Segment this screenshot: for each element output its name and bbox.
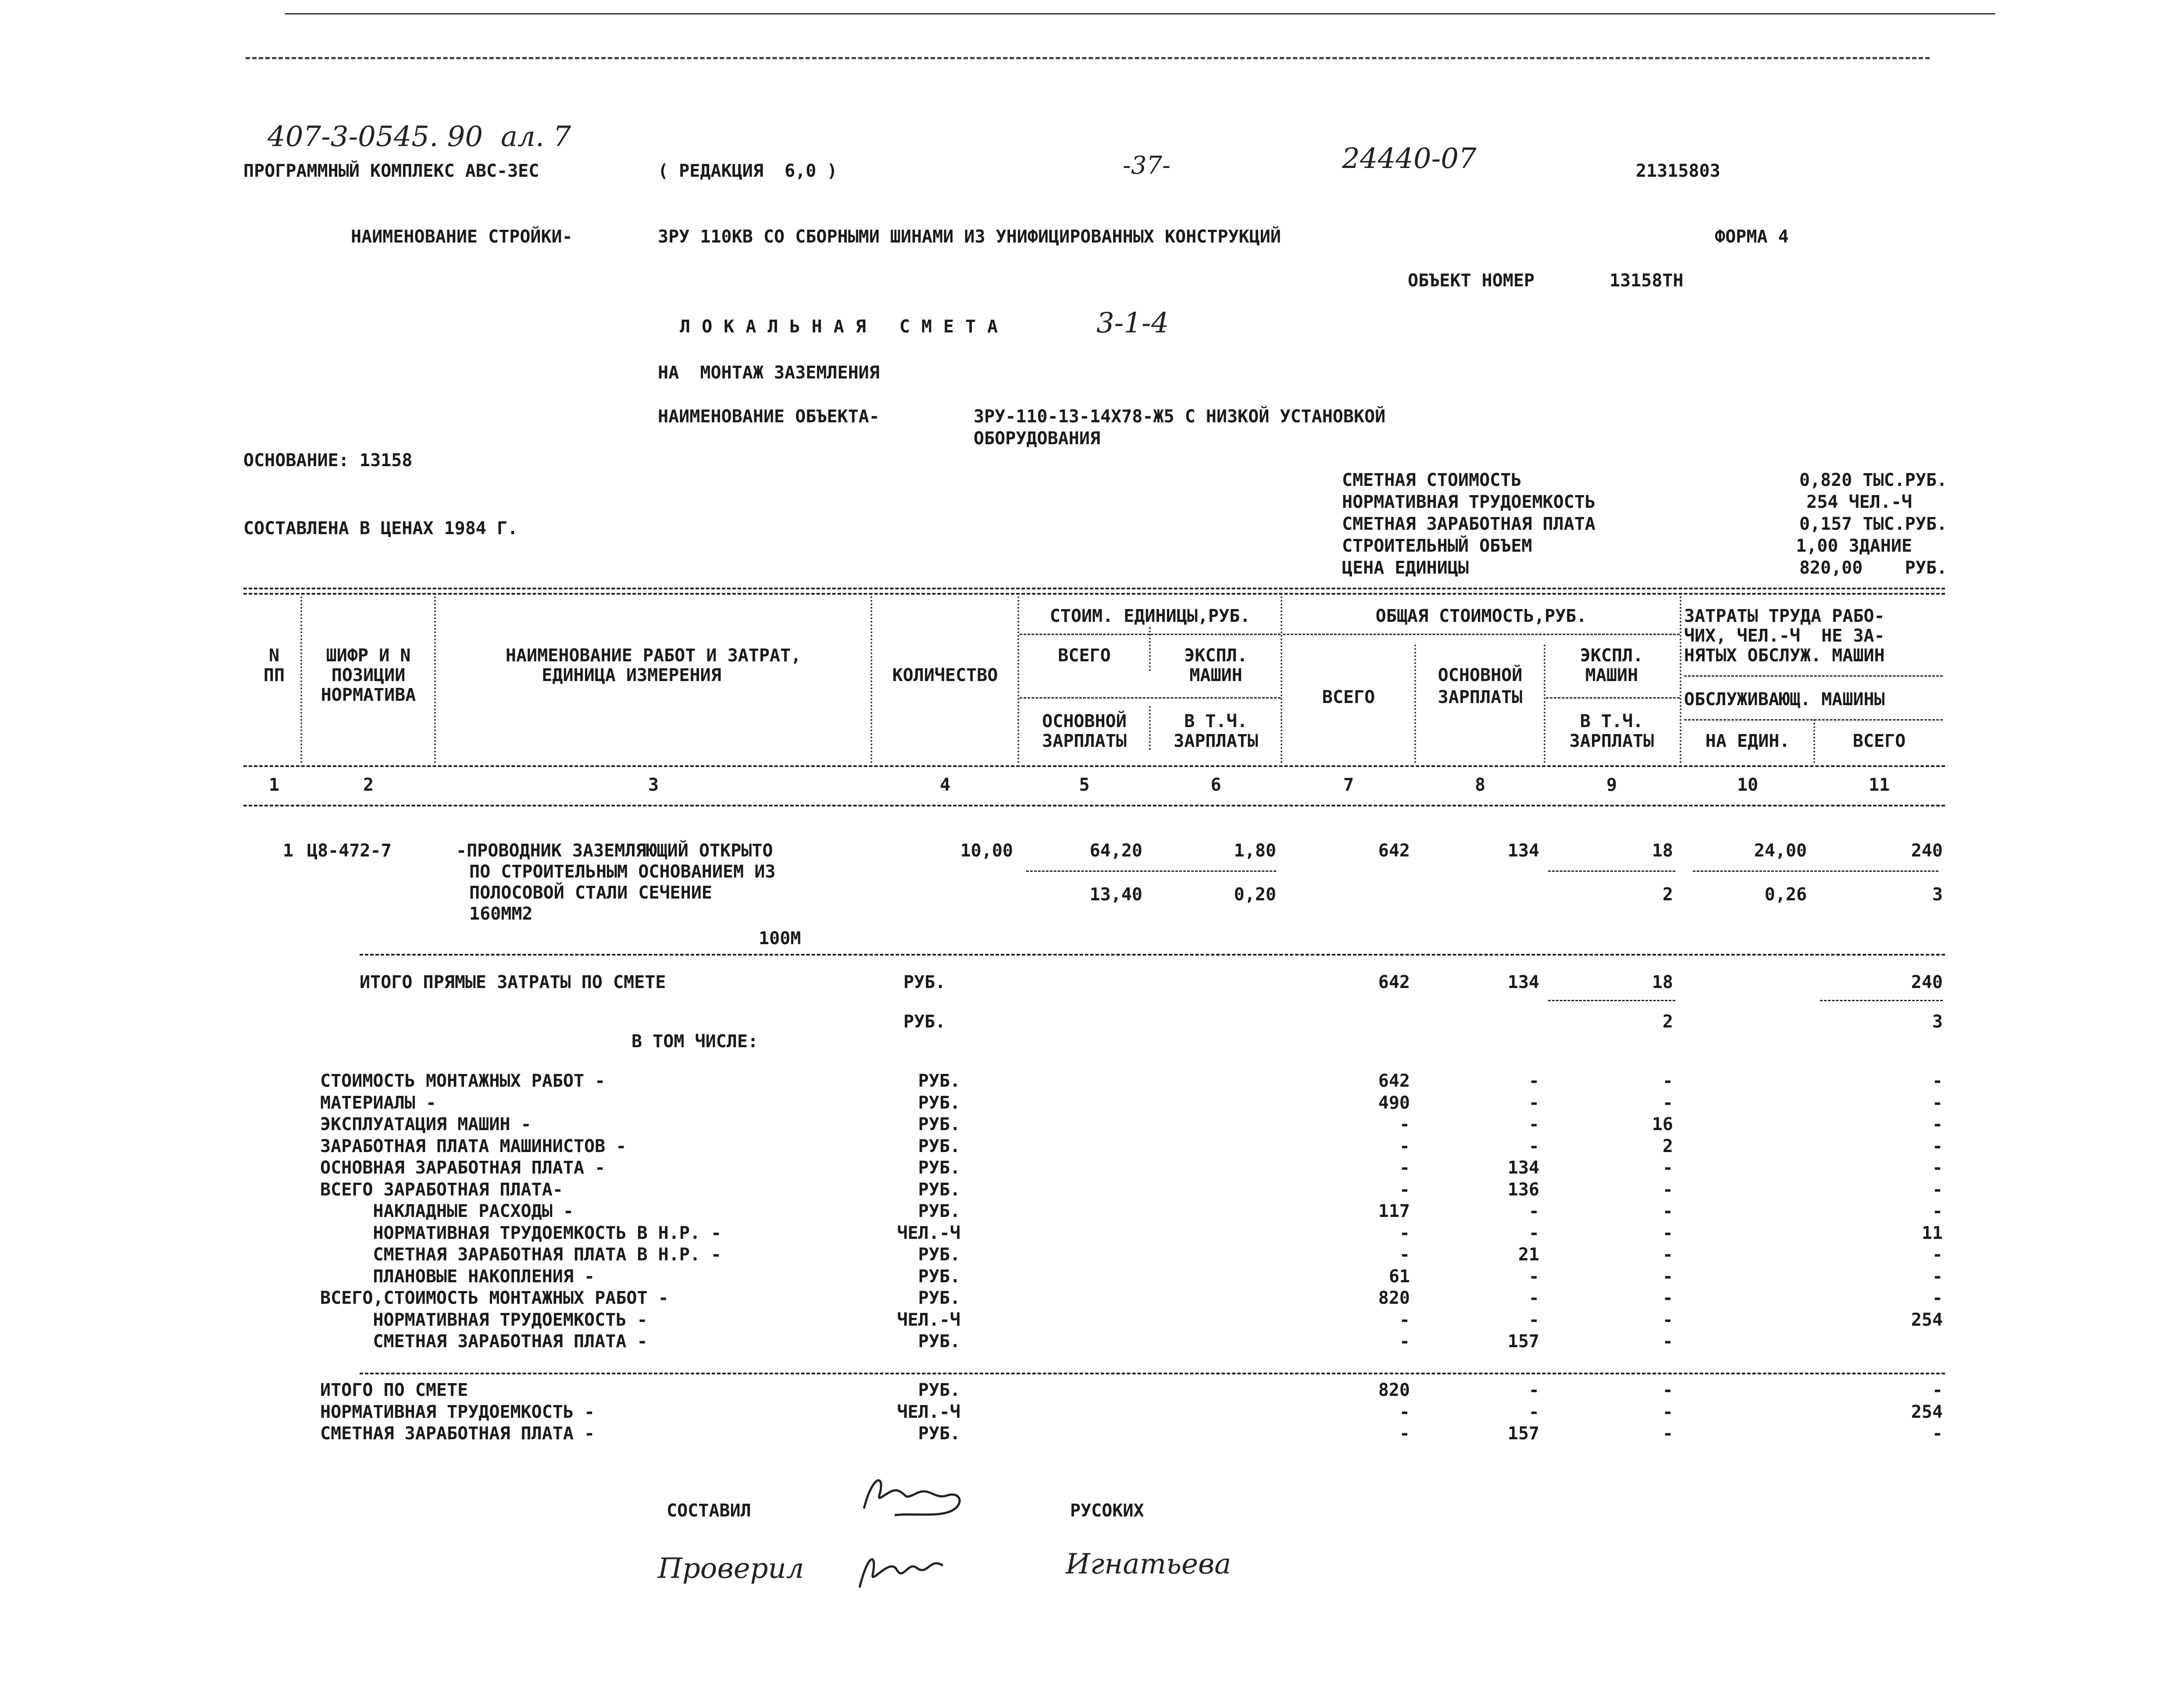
- row-label: НАКЛАДНЫЕ РАСХОДЫ -: [320, 1201, 574, 1221]
- unit-incl-header: В Т.Ч.: [1184, 711, 1248, 731]
- doc-number: 21315803: [1636, 161, 1720, 181]
- row-machines: -: [1662, 1309, 1673, 1330]
- unit-basic-header: ЗАРПЛАТЫ: [1042, 731, 1127, 751]
- col-sep: [1149, 706, 1151, 750]
- row-total: -: [1399, 1331, 1410, 1352]
- row-code: Ц8-472-7: [307, 841, 392, 861]
- row-total: 820: [1378, 1380, 1410, 1400]
- total-basic-header: ЗАРПЛАТЫ: [1438, 687, 1523, 707]
- row-label: СТОИМОСТЬ МОНТАЖНЫХ РАБОТ -: [320, 1071, 606, 1091]
- row-labor-total-b: 3: [1932, 885, 1943, 905]
- col-number: 3: [648, 775, 659, 795]
- col2-header: НОРМАТИВА: [321, 685, 416, 705]
- row-unit-total: 64,20: [1089, 841, 1142, 861]
- row-name: ПОЛОСОВОЙ СТАЛИ СЕЧЕНИЕ: [469, 883, 712, 903]
- row-labor: -: [1932, 1179, 1943, 1200]
- row-machines: -: [1662, 1092, 1673, 1113]
- row-unit: ЧЕЛ.-Ч: [897, 1309, 960, 1330]
- row-total-basic: 134: [1507, 841, 1539, 861]
- row-labor: -: [1932, 1288, 1943, 1308]
- row-labor: -: [1932, 1380, 1943, 1400]
- row-basic: -: [1528, 1309, 1539, 1330]
- row-machines: -: [1662, 1245, 1673, 1265]
- row-labor: -: [1932, 1245, 1943, 1265]
- row-machines: -: [1662, 1201, 1673, 1221]
- row-basic: 136: [1507, 1179, 1539, 1200]
- row-basic: -: [1528, 1201, 1539, 1221]
- direct-label: ИТОГО ПРЯМЫЕ ЗАТРАТЫ ПО СМЕТЕ: [360, 972, 666, 992]
- summary-value: 254 ЧЕЛ.-Ч: [1806, 492, 1912, 512]
- row-label: ИТОГО ПО СМЕТЕ: [320, 1380, 468, 1400]
- row-total: 61: [1388, 1266, 1410, 1287]
- basis: ОСНОВАНИЕ: 13158: [243, 450, 413, 471]
- row-unit-machines: 1,80: [1234, 841, 1276, 861]
- row-machines: -: [1662, 1331, 1673, 1352]
- col-sep: [1544, 645, 1545, 763]
- col-sep: [1281, 596, 1282, 763]
- row-label: ВСЕГО ЗАРАБОТНАЯ ПЛАТА-: [320, 1179, 563, 1200]
- col-number: 1: [268, 775, 280, 795]
- row-total: -: [1399, 1179, 1410, 1200]
- row-unit-incl: 0,20: [1234, 885, 1276, 905]
- row-labor: -: [1932, 1092, 1943, 1113]
- row-machines: -: [1662, 1266, 1673, 1287]
- col-number: 2: [363, 775, 374, 795]
- top-dash-rule: [246, 57, 1930, 59]
- rule: [1693, 870, 1938, 872]
- totals-top-rule: [360, 1373, 1945, 1374]
- direct-labor: 240: [1911, 972, 1943, 992]
- rule: [1020, 634, 1281, 635]
- rule: [1546, 697, 1680, 699]
- row-label: МАТЕРИАЛЫ -: [320, 1092, 436, 1113]
- row-unit: РУБ.: [918, 1114, 960, 1134]
- row-label: ЗАРАБОТНАЯ ПЛАТА МАШИНИСТОВ -: [320, 1136, 627, 1156]
- row-machines: -: [1662, 1071, 1673, 1091]
- row-basic: -: [1528, 1114, 1539, 1134]
- row-label: СМЕТНАЯ ЗАРАБОТНАЯ ПЛАТА В Н.Р. -: [320, 1245, 722, 1265]
- row-total: 117: [1378, 1201, 1410, 1221]
- total-incl-header: В Т.Ч.: [1580, 711, 1644, 731]
- row-machines: 16: [1652, 1114, 1673, 1134]
- unit-incl-header: ЗАРПЛАТЫ: [1174, 731, 1258, 751]
- col-number: 9: [1606, 775, 1617, 795]
- prices-year: СОСТАВЛЕНА В ЦЕНАХ 1984 Г.: [243, 518, 518, 539]
- row-unit: РУБ.: [918, 1179, 960, 1200]
- row-labor: -: [1932, 1071, 1943, 1091]
- row-unit: РУБ.: [918, 1158, 960, 1178]
- row-basic: -: [1528, 1092, 1539, 1113]
- row-name: -ПРОВОДНИК ЗАЗЕМЛЯЮЩИЙ ОТКРЫТО: [456, 841, 773, 861]
- row-total: -: [1399, 1402, 1410, 1422]
- labor-unit-header: НА ЕДИН.: [1705, 731, 1790, 751]
- labor-header: НЯТЫХ ОБСЛУЖ. МАШИН: [1684, 646, 1885, 666]
- row-name: 160ММ2: [469, 904, 533, 924]
- col-sep: [871, 596, 872, 763]
- rule: [1548, 1000, 1675, 1001]
- row-machines: -: [1662, 1423, 1673, 1444]
- summary-label: СМЕТНАЯ ЗАРАБОТНАЯ ПЛАТА: [1342, 514, 1595, 534]
- row-labor: 11: [1921, 1223, 1943, 1243]
- direct-labor-b: 3: [1932, 1012, 1943, 1032]
- row-labor: -: [1932, 1423, 1943, 1444]
- row-unit: РУБ.: [918, 1423, 960, 1444]
- unit-machines-header: ЭКСПЛ.: [1184, 646, 1248, 666]
- col1-header: ПП: [263, 665, 285, 685]
- col-sep: [1414, 645, 1416, 763]
- col-number: 5: [1079, 775, 1090, 795]
- row-number: 1: [283, 841, 294, 861]
- row-machines: 2: [1662, 1136, 1673, 1156]
- row-basic: -: [1528, 1402, 1539, 1422]
- row-labor: 254: [1911, 1309, 1943, 1330]
- checked-label: Проверил: [658, 1552, 804, 1585]
- row-qty: 10,00: [960, 841, 1013, 861]
- row-unit: РУБ.: [918, 1266, 960, 1287]
- col-number: 11: [1868, 775, 1890, 795]
- col2-header: ПОЗИЦИИ: [331, 665, 406, 685]
- row-label: НОРМАТИВНАЯ ТРУДОЕМКОСТЬ -: [320, 1402, 595, 1422]
- object-number: 13158ТН: [1609, 271, 1684, 291]
- row-total: 642: [1378, 841, 1410, 861]
- direct-total: 642: [1378, 972, 1410, 992]
- object-name-label: НАИМЕНОВАНИЕ ОБЪЕКТА-: [658, 407, 880, 427]
- compiled-label: СОСТАВИЛ: [667, 1501, 751, 1521]
- row-machines: -: [1662, 1380, 1673, 1400]
- row-machines: -: [1662, 1402, 1673, 1422]
- summary-label: СТРОИТЕЛЬНЫЙ ОБЪЕМ: [1342, 536, 1532, 556]
- row-unit: ЧЕЛ.-Ч: [897, 1223, 960, 1243]
- row-basic: 157: [1507, 1423, 1539, 1444]
- direct-unit: РУБ.: [903, 1012, 946, 1032]
- row-total: 490: [1378, 1092, 1410, 1113]
- labor-service-header: ОБСЛУЖИВАЮЩ. МАШИНЫ: [1684, 689, 1885, 710]
- form-label: ФОРМА 4: [1715, 227, 1789, 247]
- total-all-header: ВСЕГО: [1322, 687, 1375, 707]
- compiled-name: РУСОКИХ: [1070, 1501, 1144, 1521]
- row-total: -: [1399, 1223, 1410, 1243]
- row-unit: РУБ.: [918, 1288, 960, 1308]
- rule: [1684, 719, 1943, 721]
- row-labor-total: 240: [1911, 841, 1943, 861]
- row-labor: -: [1932, 1136, 1943, 1156]
- col-number: 10: [1737, 775, 1759, 795]
- construction-name: ЗРУ 110КВ СО СБОРНЫМИ ШИНАМИ ИЗ УНИФИЦИРОВАННЫХ КОНСТРУКЦИЙ: [658, 227, 1281, 247]
- row-unit-basic: 13,40: [1089, 885, 1142, 905]
- top-rule: [285, 13, 1995, 14]
- row-label: НОРМАТИВНАЯ ТРУДОЕМКОСТЬ В Н.Р. -: [320, 1223, 722, 1243]
- row-total: -: [1399, 1158, 1410, 1178]
- estimate-subtitle: НА МОНТАЖ ЗАЗЕМЛЕНИЯ: [658, 363, 880, 383]
- col-number: 7: [1343, 775, 1354, 795]
- row-labor: 254: [1911, 1402, 1943, 1422]
- unit-basic-header: ОСНОВНОЙ: [1042, 711, 1127, 731]
- row-name: ПО СТРОИТЕЛЬНЫМ ОСНОВАНИЕМ ИЗ: [469, 862, 776, 882]
- row-unit: РУБ.: [918, 1380, 960, 1400]
- row-label: СМЕТНАЯ ЗАРАБОТНАЯ ПЛАТА -: [320, 1423, 595, 1444]
- row-basic: 134: [1507, 1158, 1539, 1178]
- row-unit: РУБ.: [918, 1092, 960, 1113]
- col-number: 4: [939, 775, 951, 795]
- row-labor-unit: 24,00: [1754, 841, 1807, 861]
- rule: [1020, 697, 1281, 699]
- rule: [1548, 870, 1675, 872]
- direct-basic: 134: [1507, 972, 1539, 992]
- row-machines: -: [1662, 1288, 1673, 1308]
- row-label: ОСНОВНАЯ ЗАРАБОТНАЯ ПЛАТА -: [320, 1158, 606, 1178]
- row-total: 642: [1378, 1071, 1410, 1091]
- row-basic: -: [1528, 1380, 1539, 1400]
- checker-name: Игнатьева: [1066, 1548, 1231, 1580]
- col3-header: ЕДИНИЦА ИЗМЕРЕНИЯ: [542, 665, 721, 685]
- labor-header: ЗАТРАТЫ ТРУДА РАБО-: [1684, 606, 1885, 626]
- col-sep: [300, 596, 302, 763]
- program-edition: ( РЕДАКЦИЯ 6,0 ): [658, 161, 838, 181]
- row-basic: -: [1528, 1071, 1539, 1091]
- row-total: -: [1399, 1114, 1410, 1134]
- summary-value: 0,820 ТЫС.РУБ.: [1799, 470, 1947, 490]
- construction-label: НАИМЕНОВАНИЕ СТРОЙКИ-: [351, 227, 573, 247]
- signature: [855, 1544, 952, 1592]
- row-machines: -: [1662, 1223, 1673, 1243]
- row-labor: -: [1932, 1158, 1943, 1178]
- object-number-label: ОБЪЕКТ НОМЕР: [1408, 271, 1535, 291]
- table-top-rule-2: [243, 593, 1945, 595]
- row-labor-unit-b: 0,26: [1764, 885, 1807, 905]
- program-name: ПРОГРАММНЫЙ КОМПЛЕКС АВС-3ЕС: [243, 161, 539, 181]
- direct-machines-incl: 2: [1662, 1012, 1673, 1032]
- row-labor: -: [1932, 1266, 1943, 1287]
- col-sep: [1813, 719, 1815, 763]
- row-machines: -: [1662, 1158, 1673, 1178]
- row-label: ПЛАНОВЫЕ НАКОПЛЕНИЯ -: [320, 1266, 595, 1287]
- row-total: -: [1399, 1245, 1410, 1265]
- row-total: 820: [1378, 1288, 1410, 1308]
- summary-value: 820,00 РУБ.: [1799, 558, 1947, 578]
- object-name-line1: ЗРУ-110-13-14Х78-Ж5 С НИЗКОЙ УСТАНОВКОЙ: [974, 407, 1386, 427]
- total-machines-header: ЭКСПЛ.: [1580, 646, 1644, 666]
- row-unit: РУБ.: [918, 1071, 960, 1091]
- col-number-rule: [243, 805, 1945, 806]
- row-basic: 21: [1518, 1245, 1539, 1265]
- labor-header: ЧИХ, ЧЕЛ.-Ч НЕ ЗА-: [1684, 626, 1885, 646]
- col-sep: [434, 596, 436, 763]
- summary-label: НОРМАТИВНАЯ ТРУДОЕМКОСТЬ: [1342, 492, 1595, 512]
- rule: [1684, 675, 1943, 677]
- col2-header: ШИФР И N: [326, 646, 411, 666]
- row-unit: РУБ.: [918, 1201, 960, 1221]
- rule: [1026, 870, 1276, 872]
- col-sep: [1680, 596, 1681, 763]
- row-labor: -: [1932, 1114, 1943, 1134]
- estimate-title: ЛОКАЛЬНАЯ СМЕТА: [680, 317, 1010, 337]
- row-unit: 100М: [759, 928, 801, 949]
- row-label: ЭКСПЛУАТАЦИЯ МАШИН -: [320, 1114, 532, 1134]
- col-sep: [1017, 596, 1019, 763]
- total-incl-header: ЗАРПЛАТЫ: [1569, 731, 1654, 751]
- row-unit: ЧЕЛ.-Ч: [897, 1402, 960, 1422]
- row-label: СМЕТНАЯ ЗАРАБОТНАЯ ПЛАТА -: [320, 1331, 648, 1352]
- col4-header: КОЛИЧЕСТВО: [892, 665, 998, 685]
- rule: [1283, 634, 1680, 635]
- col-number: 8: [1474, 775, 1486, 795]
- summary-label: СМЕТНАЯ СТОИМОСТЬ: [1342, 470, 1522, 490]
- direct-machines: 18: [1652, 972, 1673, 992]
- row-label: НОРМАТИВНАЯ ТРУДОЕМКОСТЬ -: [320, 1309, 648, 1330]
- signature: [860, 1469, 982, 1522]
- labor-total-header: ВСЕГО: [1852, 731, 1906, 751]
- row-labor: -: [1932, 1201, 1943, 1221]
- row-basic: -: [1528, 1288, 1539, 1308]
- total-machines-header: МАШИН: [1585, 665, 1638, 685]
- row-unit: РУБ.: [918, 1245, 960, 1265]
- row-total: -: [1399, 1309, 1410, 1330]
- handwritten-doc-ref: 407-3-0545. 90 ал. 7: [268, 121, 571, 153]
- row-unit: РУБ.: [918, 1136, 960, 1156]
- object-name-line2: ОБОРУДОВАНИЯ: [974, 428, 1100, 449]
- summary-value: 0,157 ТЫС.РУБ.: [1799, 514, 1947, 534]
- row-total-incl: 2: [1662, 885, 1673, 905]
- row-machines: -: [1662, 1179, 1673, 1200]
- unit-total-header: ВСЕГО: [1058, 646, 1111, 666]
- handwritten-code: 24440-07: [1342, 143, 1477, 175]
- handwritten-page: -37-: [1123, 151, 1171, 180]
- row-bottom-rule: [360, 954, 1945, 956]
- unit-cost-header: СТОИМ. ЕДИНИЦЫ,РУБ.: [1049, 606, 1251, 626]
- row-total: -: [1399, 1136, 1410, 1156]
- row-total: -: [1399, 1423, 1410, 1444]
- unit-machines-header: МАШИН: [1189, 665, 1242, 685]
- direct-unit: РУБ.: [903, 972, 946, 992]
- row-basic: 157: [1507, 1331, 1539, 1352]
- row-label: ВСЕГО,СТОИМОСТЬ МОНТАЖНЫХ РАБОТ -: [320, 1288, 669, 1308]
- row-total-machines: 18: [1652, 841, 1673, 861]
- summary-label: ЦЕНА ЕДИНИЦЫ: [1342, 558, 1469, 578]
- including-label: В ТОМ ЧИСЛЕ:: [632, 1031, 758, 1052]
- col1-header: N: [268, 646, 280, 666]
- col3-header: НАИМЕНОВАНИЕ РАБОТ И ЗАТРАТ,: [505, 646, 802, 666]
- total-basic-header: ОСНОВНОЙ: [1438, 665, 1523, 685]
- header-bottom-rule: [243, 765, 1945, 767]
- row-basic: -: [1528, 1223, 1539, 1243]
- col-number: 6: [1210, 775, 1221, 795]
- row-basic: -: [1528, 1266, 1539, 1287]
- summary-value: 1,00 ЗДАНИЕ: [1796, 536, 1912, 556]
- rule: [1820, 1000, 1943, 1001]
- row-basic: -: [1528, 1136, 1539, 1156]
- table-top-rule: [243, 588, 1945, 589]
- handwritten-estimate-no: 3-1-4: [1096, 307, 1169, 339]
- total-cost-header: ОБЩАЯ СТОИМОСТЬ,РУБ.: [1375, 606, 1587, 626]
- row-unit: РУБ.: [918, 1331, 960, 1352]
